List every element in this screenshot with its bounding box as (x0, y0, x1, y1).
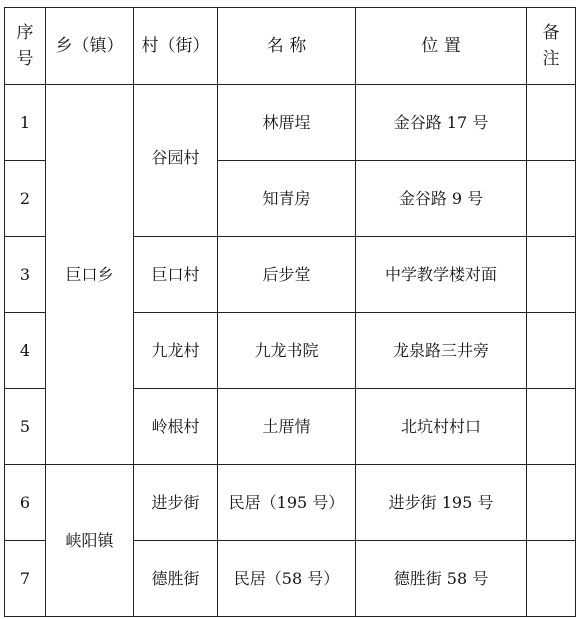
header-note-top: 备 (542, 23, 560, 43)
note-cell (527, 85, 576, 161)
location-cell: 北坑村村口 (356, 389, 527, 465)
header-seq-bottom: 号 (16, 49, 34, 69)
village-cell: 巨口村 (134, 237, 218, 313)
name-cell: 民居（195 号） (218, 465, 356, 541)
note-cell (527, 465, 576, 541)
location-cell: 金谷路 9 号 (356, 161, 527, 237)
seq-cell: 6 (5, 465, 46, 541)
header-location: 位 置 (356, 8, 527, 85)
header-township: 乡（镇） (46, 8, 134, 85)
name-cell: 土厝情 (218, 389, 356, 465)
seq-cell: 3 (5, 237, 46, 313)
header-village: 村（街） (134, 8, 218, 85)
location-cell: 金谷路 17 号 (356, 85, 527, 161)
seq-cell: 7 (5, 541, 46, 617)
header-note (527, 8, 576, 85)
note-cell (527, 161, 576, 237)
township-cell-juko: 巨口乡 (46, 85, 134, 465)
seq-cell: 5 (5, 389, 46, 465)
header-seq (5, 8, 46, 85)
village-cell-guyuan (134, 85, 218, 237)
village-cell: 九龙村 (134, 313, 218, 389)
seq-cell: 1 (5, 85, 46, 161)
name-cell: 知青房 (218, 161, 356, 237)
name-cell: 民居（58 号） (218, 541, 356, 617)
table-row (5, 85, 576, 161)
note-cell (527, 541, 576, 617)
location-cell: 龙泉路三井旁 (356, 313, 527, 389)
village-cell: 德胜街 (134, 541, 218, 617)
name-cell: 后步堂 (218, 237, 356, 313)
seq-cell: 4 (5, 313, 46, 389)
village-cell: 进步街 (134, 465, 218, 541)
header-note-bottom: 注 (542, 49, 560, 69)
heritage-table (4, 7, 576, 617)
table-row (5, 465, 576, 541)
header-seq-top: 序 (16, 23, 34, 43)
note-cell (527, 313, 576, 389)
note-cell (527, 237, 576, 313)
note-cell (527, 389, 576, 465)
location-cell: 进步街 195 号 (356, 465, 527, 541)
header-name: 名 称 (218, 8, 356, 85)
township-cell-xiayang: 峡阳镇 (46, 465, 134, 617)
header-row (5, 8, 576, 85)
village-cell: 岭根村 (134, 389, 218, 465)
location-cell: 德胜街 58 号 (356, 541, 527, 617)
name-cell: 九龙书院 (218, 313, 356, 389)
location-cell: 中学教学楼对面 (356, 237, 527, 313)
seq-cell: 2 (5, 161, 46, 237)
name-cell: 林厝埕 (218, 85, 356, 161)
village-label: 谷园村 (151, 148, 200, 167)
